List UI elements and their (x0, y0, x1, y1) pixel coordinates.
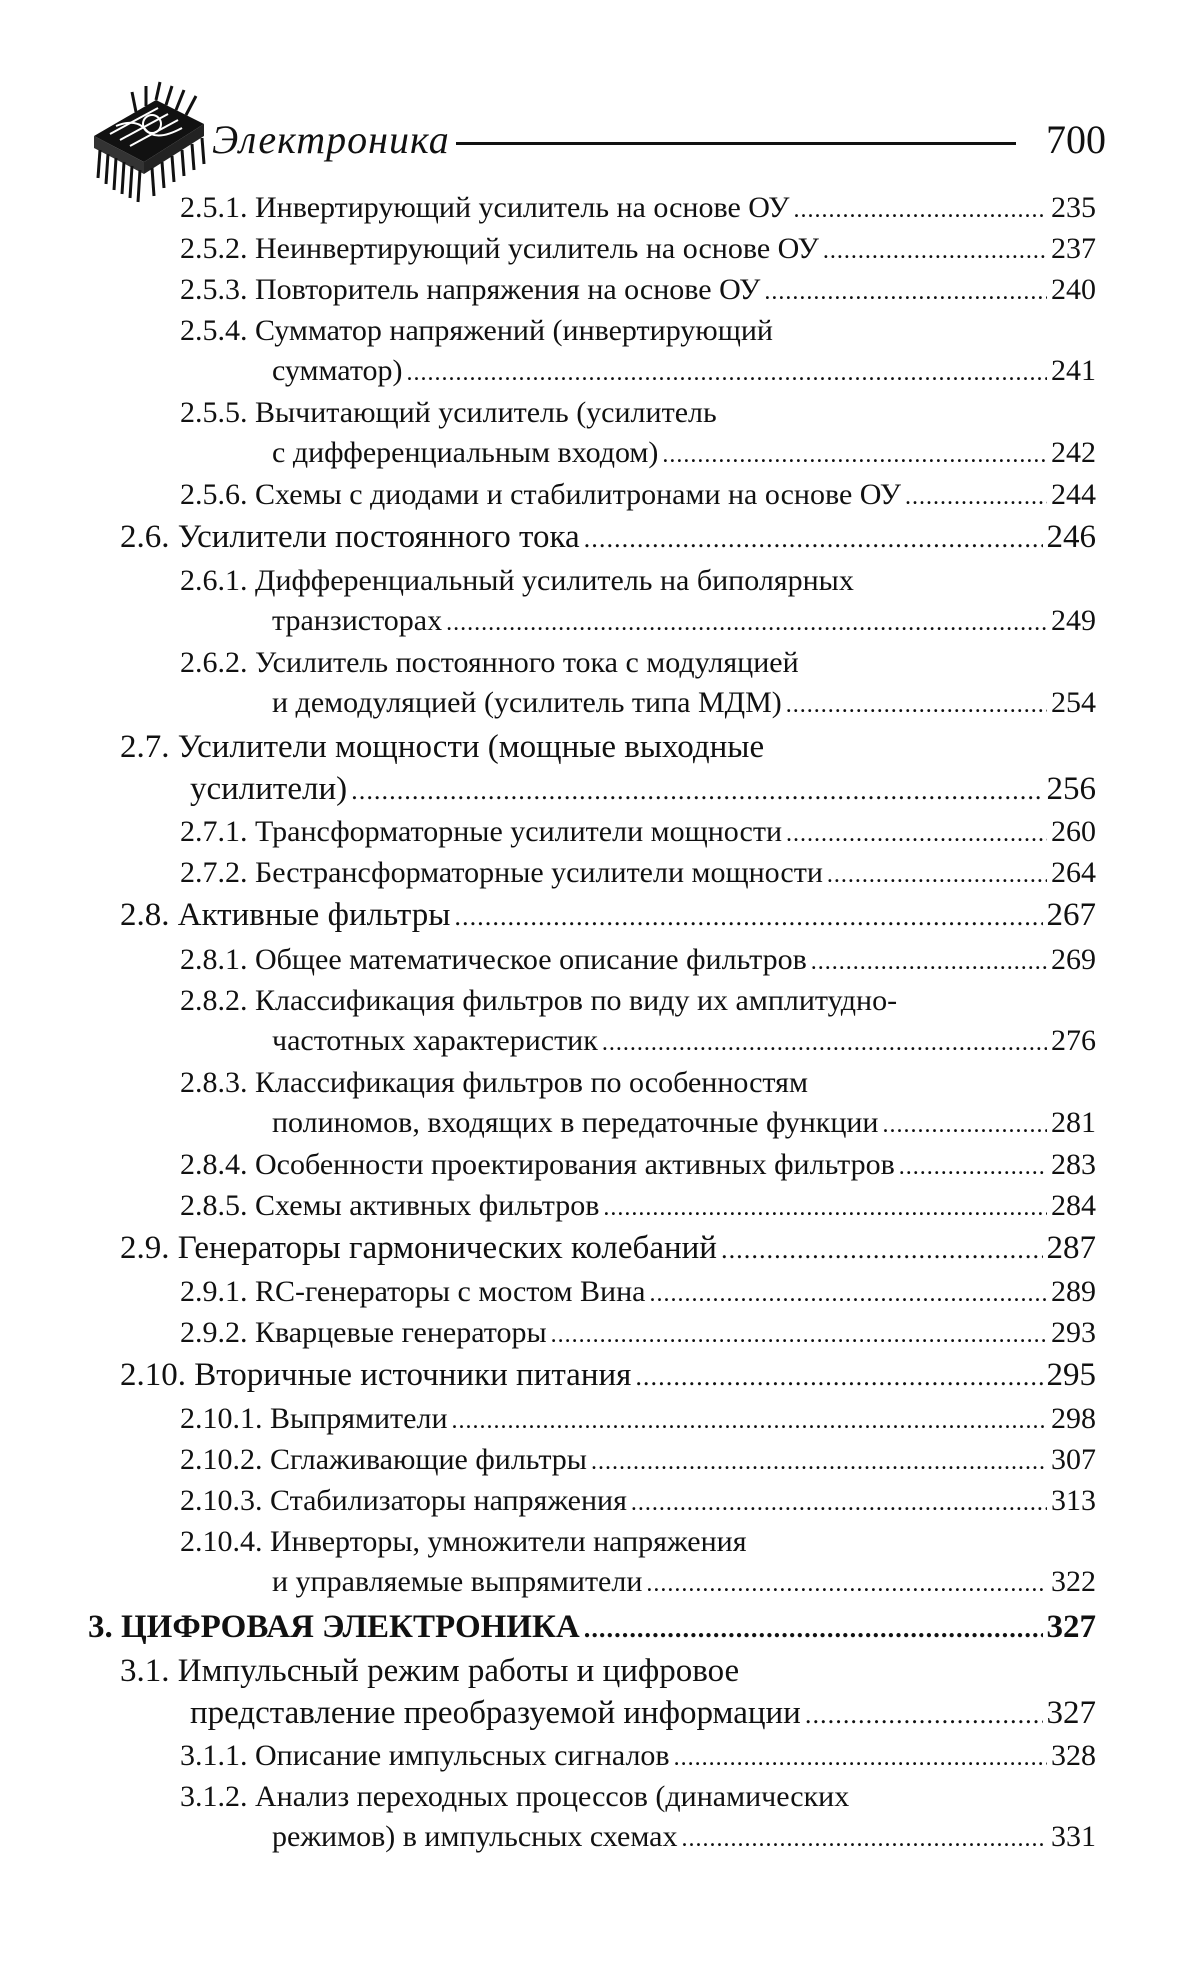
toc-entry-title-line1: Усилители мощности (мощные выходные (177, 729, 765, 765)
toc-entry[interactable] (180, 1522, 1096, 1604)
toc-entry-number: 2.8. (120, 897, 170, 933)
leader-dots (786, 812, 1047, 854)
toc-entry-page: 264 (1051, 856, 1096, 889)
toc-entry-number: 2.10.1. (180, 1402, 263, 1435)
toc-entry-title-line1: Усилитель постоянного тока с модуляцией (255, 646, 799, 679)
toc-entry-number: 2.9.2. (180, 1316, 248, 1349)
toc-entry-title-line1: Классификация фильтров по виду их амплитудно- (255, 984, 898, 1017)
toc-entry[interactable] (180, 1481, 1096, 1523)
toc-entry-title: Инвертирующий усилитель на основе ОУ (255, 191, 790, 224)
toc-entry-title-line1: Инверторы, умножители напряжения (270, 1525, 747, 1558)
toc-entry[interactable] (180, 1736, 1096, 1778)
toc-entry[interactable] (180, 311, 1096, 393)
toc-section[interactable] (120, 1354, 1096, 1397)
toc-entry-number: 2.7.2. (180, 856, 248, 889)
toc-entry-title: Стабилизаторы напряжения (270, 1484, 627, 1517)
leader-dots (794, 188, 1047, 230)
toc-entry-number: 3. (88, 1609, 113, 1645)
toc-entry-title-line2: усилители) (190, 771, 348, 807)
toc-entry[interactable] (180, 188, 1096, 230)
toc-entry-number: 2.5.4. (180, 314, 248, 347)
toc-section[interactable] (120, 726, 1096, 811)
toc-entry-number: 3.1.2. (180, 1780, 248, 1813)
toc-section[interactable] (120, 1227, 1096, 1270)
toc-entry-title: Активные фильтры (177, 897, 451, 933)
toc-entry[interactable] (180, 853, 1096, 895)
toc-entry-number: 2.5.5. (180, 396, 248, 429)
toc-entry-title-line2: полиномов, входящих в передаточные функции (272, 1106, 879, 1139)
leader-dots (635, 1354, 1042, 1397)
toc-entry-number: 2.6.2. (180, 646, 248, 679)
toc-entry-page: 307 (1051, 1443, 1096, 1476)
toc-entry-page: 295 (1046, 1357, 1096, 1393)
toc-entry-title: Трансформаторные усилители мощности (255, 815, 782, 848)
leader-dots (602, 1021, 1047, 1063)
toc-entry-number: 2.5.6. (180, 478, 248, 511)
leader-dots (351, 768, 1042, 811)
toc-entry-title: ЦИФРОВАЯ ЭЛЕКТРОНИКА (121, 1609, 580, 1645)
toc-entry-page: 246 (1046, 519, 1096, 555)
toc-entry-title: Генераторы гармонических колебаний (177, 1230, 717, 1266)
leader-dots (452, 1399, 1047, 1441)
leader-dots (551, 1313, 1047, 1355)
leader-dots (811, 940, 1047, 982)
toc-entry[interactable] (180, 1063, 1096, 1145)
toc-entry[interactable] (180, 561, 1096, 643)
leader-dots (883, 1103, 1048, 1145)
toc-entry-number: 2.9.1. (180, 1275, 248, 1308)
leader-dots (823, 229, 1047, 271)
toc-entry-title: Особенности проектирования активных фильтров (255, 1148, 895, 1181)
toc-section[interactable] (120, 1650, 1096, 1735)
toc-entry[interactable] (180, 1186, 1096, 1228)
toc-entry-title: Сглаживающие фильтры (270, 1443, 587, 1476)
leader-dots (662, 433, 1047, 475)
toc-entry-number: 2.10.4. (180, 1525, 263, 1558)
toc-section[interactable] (120, 516, 1096, 559)
toc-entry[interactable] (180, 270, 1096, 312)
toc-entry-page: 298 (1051, 1402, 1096, 1435)
toc-entry-number: 2.8.5. (180, 1189, 248, 1222)
leader-dots (905, 475, 1047, 517)
toc-entry-title-line2: режимов) в импульсных схемах (272, 1820, 678, 1853)
toc-entry-page: 256 (1046, 771, 1096, 807)
toc-entry-number: 2.7.1. (180, 815, 248, 848)
toc-entry-title-line1: Сумматор напряжений (инвертирующий (255, 314, 773, 347)
toc-entry-page: 289 (1051, 1275, 1096, 1308)
toc-entry-number: 2.8.3. (180, 1066, 248, 1099)
leader-dots (446, 601, 1047, 643)
microchip-icon (86, 78, 216, 206)
leader-dots (649, 1272, 1047, 1314)
toc-entry-title-line2: транзисторах (272, 604, 443, 637)
toc-entry-number: 2.10. (120, 1357, 186, 1393)
toc-entry-page: 241 (1051, 354, 1096, 387)
toc-entry-number: 2.6.1. (180, 564, 248, 597)
toc-entry-page: 260 (1051, 815, 1096, 848)
toc-entry[interactable] (180, 940, 1096, 982)
toc-entry-title-line2: частотных характеристик (272, 1024, 598, 1057)
leader-dots (646, 1562, 1047, 1604)
leader-dots (603, 1186, 1047, 1228)
toc-entry-number: 2.5.1. (180, 191, 248, 224)
book-title: Электроника (212, 117, 450, 162)
toc-entry-title-line2: представление преобразуемой информации (190, 1695, 801, 1731)
toc-entry-page: 237 (1051, 232, 1096, 265)
toc-entry-page: 281 (1051, 1106, 1096, 1139)
toc-entry-title-line2: и демодуляцией (усилитель типа МДМ) (272, 686, 782, 719)
toc-entry-number: 2.9. (120, 1230, 170, 1266)
toc-entry-number: 2.7. (120, 729, 170, 765)
leader-dots (591, 1440, 1047, 1482)
toc-entry-title-line1: Дифференциальный усилитель на биполярных (255, 564, 854, 597)
toc-entry-title: Усилители постоянного тока (177, 519, 580, 555)
leader-dots (584, 516, 1043, 559)
toc-entry-page: 244 (1051, 478, 1096, 511)
toc-entry[interactable] (180, 1399, 1096, 1441)
toc-entry-title: Неинвертирующий усилитель на основе ОУ (255, 232, 819, 265)
toc-entry-page: 331 (1051, 1820, 1096, 1853)
leader-dots (899, 1145, 1047, 1187)
leader-dots (674, 1736, 1047, 1778)
toc-entry-number: 2.8.4. (180, 1148, 248, 1181)
toc-entry[interactable] (180, 475, 1096, 517)
toc-entry-page: 240 (1051, 273, 1096, 306)
toc-entry[interactable] (180, 1440, 1096, 1482)
leader-dots (764, 270, 1047, 312)
toc-entry-number: 2.8.2. (180, 984, 248, 1017)
toc-entry-page: 284 (1051, 1189, 1096, 1222)
toc-entry-number: 3.1.1. (180, 1739, 248, 1772)
toc-entry-title: Кварцевые генераторы (255, 1316, 547, 1349)
toc-entry-page: 254 (1051, 686, 1096, 719)
toc-entry-page: 276 (1051, 1024, 1096, 1057)
page-number: 700 (1046, 117, 1106, 162)
toc-entry[interactable] (180, 393, 1096, 475)
toc-entry-title: Схемы активных фильтров (255, 1189, 600, 1222)
toc-entry[interactable] (180, 981, 1096, 1063)
leader-dots (584, 1606, 1043, 1649)
toc-entry[interactable] (180, 812, 1096, 854)
toc-entry-title-line1: Анализ переходных процессов (динамических (255, 1780, 850, 1813)
leader-dots (805, 1692, 1043, 1735)
toc-entry[interactable] (180, 1313, 1096, 1355)
leader-dots (407, 351, 1047, 393)
toc-entry[interactable] (180, 1145, 1096, 1187)
toc-entry[interactable] (180, 1272, 1096, 1314)
toc-entry-title-line2: сумматор) (272, 354, 403, 387)
toc-entry-number: 2.8.1. (180, 943, 248, 976)
toc-entry-title: Общее математическое описание фильтров (255, 943, 807, 976)
toc-entry-number: 2.5.2. (180, 232, 248, 265)
toc-entry-page: 327 (1046, 1695, 1096, 1731)
leader-dots (786, 683, 1047, 725)
toc-entry-number: 2.10.2. (180, 1443, 263, 1476)
leader-dots (721, 1227, 1043, 1270)
toc-entry-page: 235 (1051, 191, 1096, 224)
toc-section[interactable] (120, 894, 1096, 937)
toc-entry-page: 249 (1051, 604, 1096, 637)
toc-entry-title-line2: с дифференциальным входом) (272, 436, 659, 469)
toc-entry-title-line1: Вычитающий усилитель (усилитель (255, 396, 717, 429)
toc-entry-page: 327 (1046, 1609, 1096, 1645)
toc-entry-title: Выпрямители (270, 1402, 448, 1435)
leader-dots (454, 894, 1042, 937)
toc-entry[interactable] (180, 229, 1096, 271)
toc-entry-number: 2.10.3. (180, 1484, 263, 1517)
leader-dots (827, 853, 1047, 895)
toc-entry-number: 3.1. (120, 1653, 170, 1689)
toc-entry-page: 287 (1046, 1230, 1096, 1266)
leader-dots (631, 1481, 1047, 1523)
toc-entry-number: 2.6. (120, 519, 170, 555)
toc-entry-title: Бестрансформаторные усилители мощности (255, 856, 823, 889)
toc-entry[interactable] (180, 643, 1096, 725)
toc-entry-page: 283 (1051, 1148, 1096, 1181)
toc-entry-number: 2.5.3. (180, 273, 248, 306)
toc-entry-title-line1: Классификация фильтров по особенностям (255, 1066, 808, 1099)
toc-entry-page: 313 (1051, 1484, 1096, 1517)
toc-entry-page: 322 (1051, 1565, 1096, 1598)
toc-entry-page: 242 (1051, 436, 1096, 469)
toc-entry-title: Повторитель напряжения на основе ОУ (255, 273, 761, 306)
toc-entry-page: 293 (1051, 1316, 1096, 1349)
toc-entry-title: Описание импульсных сигналов (255, 1739, 670, 1772)
leader-dots (681, 1817, 1047, 1859)
header-rule (456, 142, 1016, 145)
toc-entry-title-line2: и управляемые выпрямители (272, 1565, 643, 1598)
toc-entry-page: 269 (1051, 943, 1096, 976)
toc-entry-page: 267 (1046, 897, 1096, 933)
toc-entry-page: 328 (1051, 1739, 1096, 1772)
toc-entry-title: Схемы с диодами и стабилитронами на основе ОУ (255, 478, 902, 511)
toc-chapter[interactable] (88, 1606, 1096, 1649)
toc-entry[interactable] (180, 1777, 1096, 1859)
toc-entry-title: RC-генераторы с мостом Вина (255, 1275, 646, 1308)
toc-entry-title: Вторичные источники питания (194, 1357, 632, 1393)
toc-entry-title-line1: Импульсный режим работы и цифровое (177, 1653, 740, 1689)
